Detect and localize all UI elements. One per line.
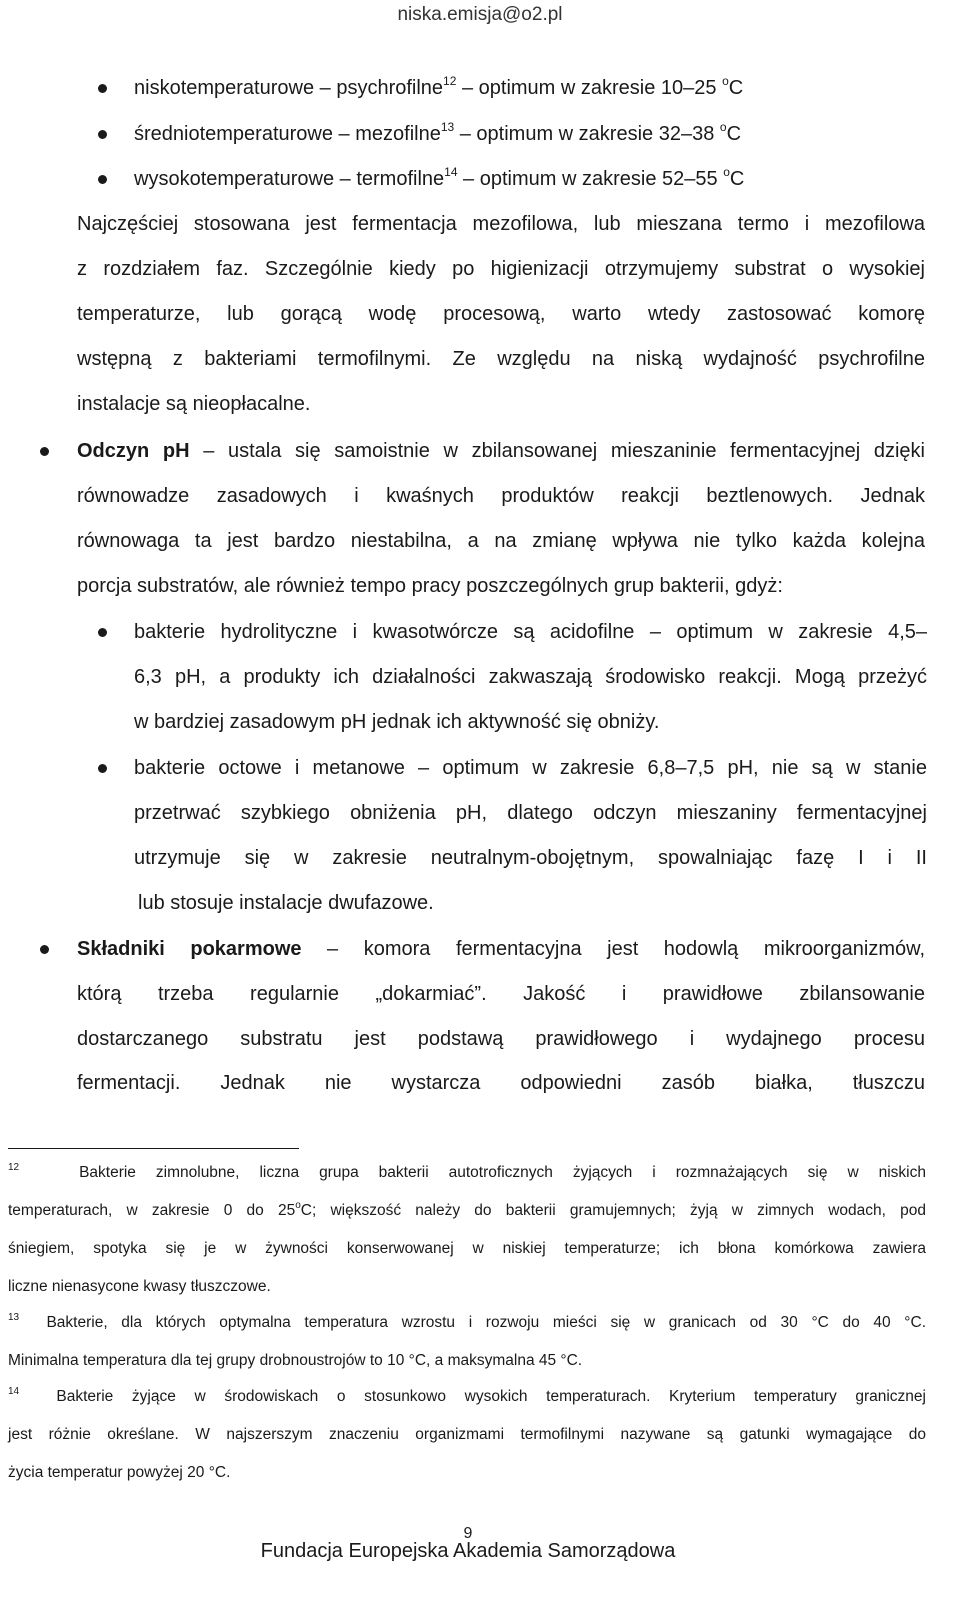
bullet-icon [98, 84, 107, 93]
paragraph-line: którą trzeba regularnie „dokarmiać”. Jakość i prawidłowe zbilansowanie [77, 983, 925, 1005]
list-item-line: przetrwać szybkiego obniżenia pH, dlatego odczyn mieszaniny fermentacyjnej [134, 802, 927, 824]
footnote-12-line: liczne nienasycone kwasy tłuszczowe. [8, 1278, 271, 1295]
footnote-12: $^{12}$ Bakterie zimnolubne, liczna grupa bakterii autotroficznych żyjących i rozmnażających się w niskich [8, 1162, 926, 1181]
bullet-icon [98, 175, 107, 184]
bullet-icon [98, 130, 107, 139]
footnote-separator [8, 1148, 299, 1149]
bullet-icon [98, 764, 107, 773]
paragraph-line: równowadze zasadowych i kwaśnych produktów reakcji beztlenowych. Jednak [77, 485, 925, 507]
footer-organization: Fundacja Europejska Akademia Samorządowa [260, 1540, 676, 1562]
footnote-12-line: temperaturach, w zakresie 0 do 25$^o$C; większość należy do bakterii gramujemnych; żyją w zimnych wodach, pod [8, 1200, 926, 1219]
page-number: 9 [463, 1525, 473, 1542]
bullet-icon [40, 447, 49, 456]
list-item-mesophilic: średniotemperaturowe – mezofilne$^{13}$ – optimum w zakresie 32–38 $^o$C [134, 120, 742, 145]
bullet-icon [98, 628, 107, 637]
paragraph-line: fermentacji. Jednak nie wystarcza odpowiedni zasób białka, tłuszczu [77, 1072, 925, 1094]
skladniki-first-line: Składniki pokarmowe – komora fermentacyjna jest hodowlą mikroorganizmów, [77, 938, 926, 960]
paragraph-line: instalacje są nieopłacalne. [77, 393, 311, 415]
footnote-14: $^{14}$ Bakterie żyjące w środowiskach o stosunkowo wysokich temperaturach. Kryterium temperatury granicznej [8, 1386, 926, 1405]
list-item-line: bakterie hydrolityczne i kwasotwórcze są acidofilne – optimum w zakresie 4,5– [134, 621, 927, 643]
footnote-13: $^{13}$ Bakterie, dla których optymalna temperatura wzrostu i rozwoju mieści się w granicach od 30 °C do 40 °C. [8, 1312, 926, 1331]
list-item-psychrophilic: niskotemperaturowe – psychrofilne$^{12}$ – optimum w zakresie 10–25 $^o$C [134, 74, 744, 99]
skladniki-term: Składniki pokarmowe [77, 938, 302, 960]
list-item-line: 6,3 pH, a produkty ich działalności zakwaszają środowisko reakcji. Mogą przeżyć [134, 666, 927, 688]
list-item-line: w bardziej zasadowym pH jednak ich aktywność się obniży. [134, 711, 660, 733]
paragraph-line: wstępną z bakteriami termofilnymi. Ze względu na niską wydajność psychrofilne [77, 348, 925, 370]
footnote-13-line: Minimalna temperatura dla tej grupy drobnoustrojów to 10 °C, a maksymalna 45 °C. [8, 1352, 583, 1369]
paragraph-line: dostarczanego substratu jest podstawą prawidłowego i wydajnego procesu [77, 1028, 925, 1050]
header-email: niska.emisja@o2.pl [397, 4, 563, 25]
footnote-12-line: śniegiem, spotyka się je w żywności konserwowanej w niskiej temperaturze; ich błona komórkowa zawiera [8, 1240, 926, 1257]
bullet-icon [40, 945, 49, 954]
footnote-14-line: jest różnie określane. W najszerszym znaczeniu organizmami termofilnymi nazywane są gatunki wymagające do [8, 1426, 926, 1443]
list-item-line: bakterie octowe i metanowe – optimum w zakresie 6,8–7,5 pH, nie są w stanie [134, 757, 927, 779]
odczyn-first-line: Odczyn pH – ustala się samoistnie w zbilansowanej mieszaninie fermentacyjnej dzięki [77, 440, 926, 462]
paragraph-line: Najczęściej stosowana jest fermentacja mezofilowa, lub mieszana termo i mezofilowa [77, 213, 925, 235]
paragraph-line: porcja substratów, ale również tempo pracy poszczególnych grup bakterii, gdyż: [77, 575, 783, 597]
list-item-line: lub stosuje instalacje dwufazowe. [138, 892, 434, 914]
list-item-line: utrzymuje się w zakresie neutralnym-obojętnym, spowalniając fazę I i II [134, 847, 927, 869]
list-item-thermophilic: wysokotemperaturowe – termofilne$^{14}$ – optimum w zakresie 52–55 $^o$C [134, 165, 745, 190]
paragraph-line: z rozdziałem faz. Szczególnie kiedy po higienizacji otrzymujemy substrat o wysokiej [77, 258, 925, 280]
paragraph-line: równowaga ta jest bardzo niestabilna, a na zmianę wpływa nie tylko każda kolejna [77, 530, 925, 552]
footnote-14-line: życia temperatur powyżej 20 °C. [8, 1464, 231, 1481]
odczyn-term: Odczyn pH [77, 440, 190, 462]
paragraph-line: temperaturze, lub gorącą wodę procesową, warto wtedy zastosować komorę [77, 303, 925, 325]
